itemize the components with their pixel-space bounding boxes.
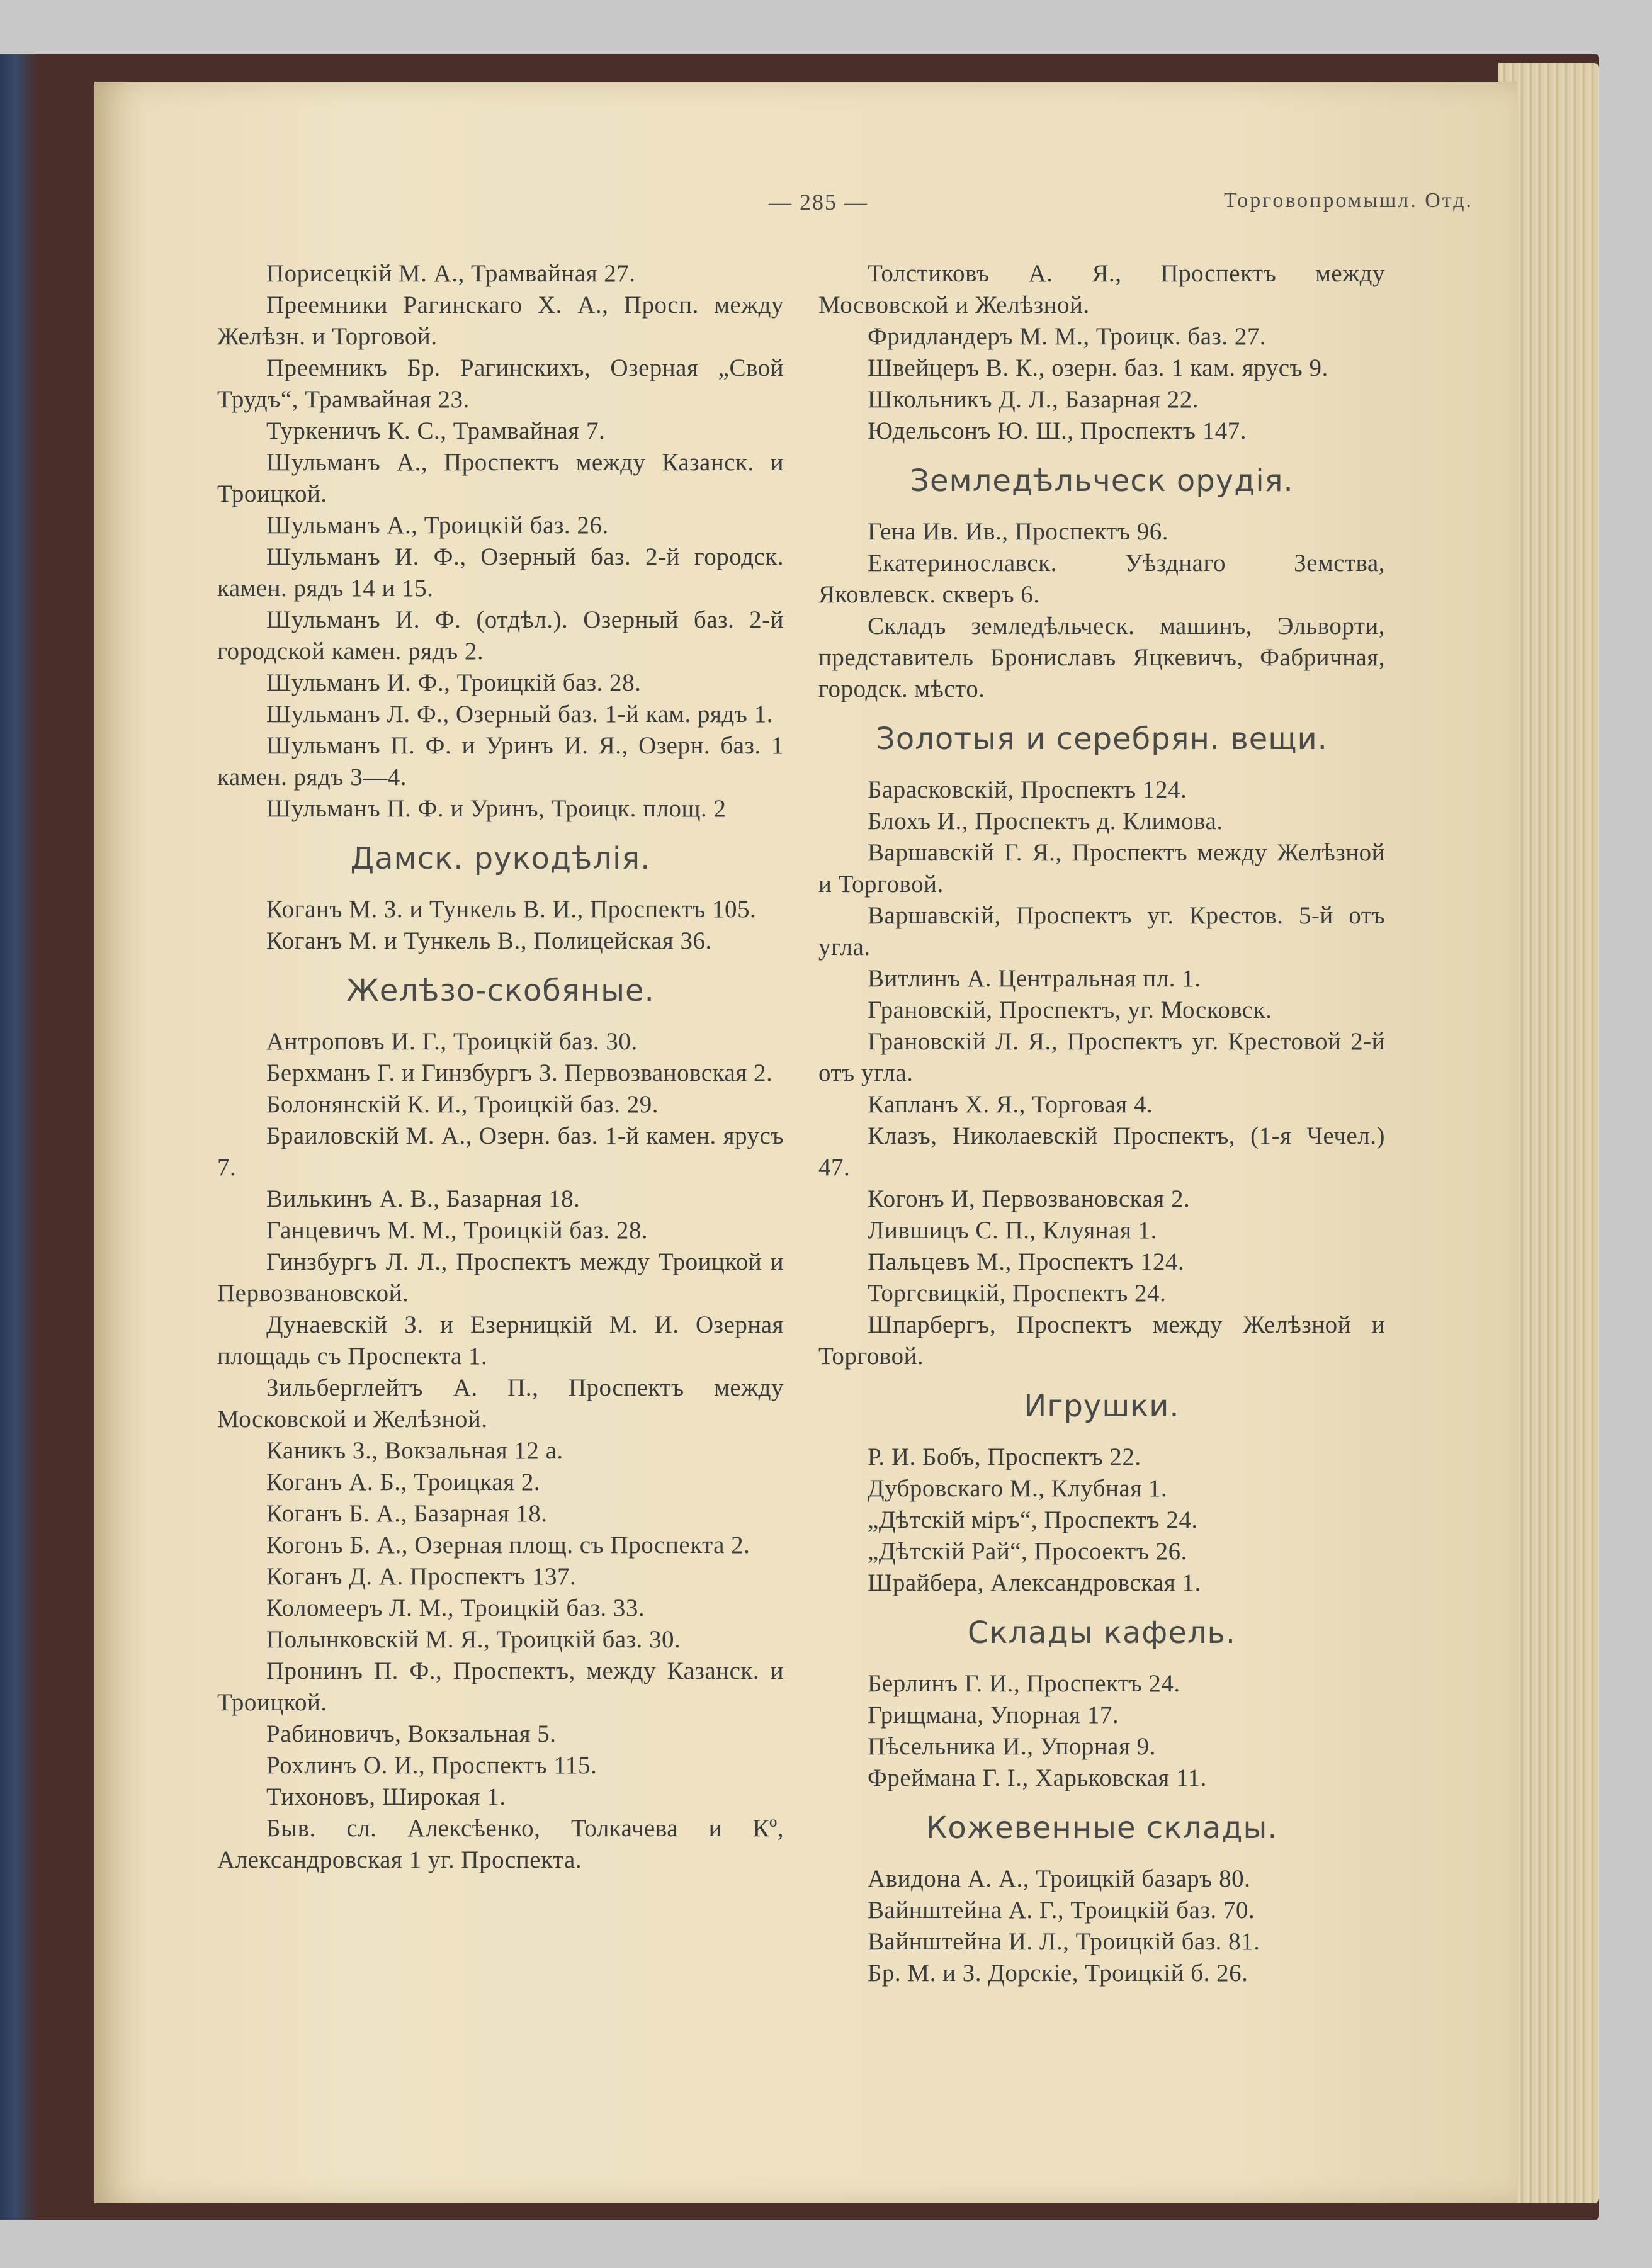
directory-entry: Школьникъ Д. Л., Базарная 22. (868, 386, 1199, 413)
directory-entry: Фреймана Г. І., Харьковская 11. (868, 1764, 1207, 1791)
directory-entry: Барасковскій, Проспектъ 124. (868, 776, 1187, 803)
directory-entry: Болонянскій К. И., Троицкій баз. 29. (266, 1091, 659, 1118)
directory-entry: Коломееръ Л. М., Троицкій баз. 33. (266, 1594, 645, 1622)
directory-entry: Вилькинъ А. В., Базарная 18. (266, 1185, 580, 1212)
directory-entry: Коганъ Д. А. Проспектъ 137. (266, 1563, 577, 1590)
directory-entry: Толстиковъ А. Я., Проспектъ между Мосвовской и Желѣзной. (818, 260, 1385, 319)
directory-entry: Браиловскій М. А., Озерн. баз. 1-й камен. ярусъ 7. (217, 1122, 784, 1181)
directory-entry: Берхманъ Г. и Гинзбургъ З. Первозвановская 2. (266, 1059, 773, 1086)
directory-entry: Грановскій Л. Я., Проспектъ уг. Крестовой 2-й отъ угла. (818, 1028, 1385, 1086)
left-column (217, 258, 784, 1876)
directory-entry: Шульманъ П. Ф. и Уринъ И. Я., Озерн. баз. 1 камен. рядъ 3—4. (217, 732, 784, 791)
directory-entry: Ганцевичъ М. М., Троицкій баз. 28. (266, 1217, 648, 1244)
directory-entry: Витлинъ А. Центральная пл. 1. (868, 965, 1201, 992)
directory-entry: „Дѣтскій Рай“, Просоектъ 26. (868, 1538, 1187, 1565)
directory-entry: Каникъ З., Вокзальная 12 а. (266, 1437, 563, 1464)
directory-entry: Капланъ Х. Я., Торговая 4. (868, 1091, 1153, 1118)
directory-entry: Вайнштейна И. Л., Троицкій баз. 81. (868, 1928, 1260, 1955)
directory-entry: „Дѣтскій міръ“, Проспектъ 24. (868, 1506, 1198, 1533)
directory-entry: Швейцеръ В. К., озерн. баз. 1 кам. ярусъ 9. (868, 354, 1328, 381)
directory-entry: Варшавскій Г. Я., Проспектъ между Желѣзной и Торговой. (818, 839, 1385, 898)
directory-entry: Бр. М. и З. Дорскіе, Троицкій б. 26. (868, 1960, 1248, 1987)
directory-entry: Преемникъ Бр. Рагинскихъ, Озерная „Свой Трудъ“, Трамвайная 23. (217, 354, 784, 413)
directory-entry: Шульманъ Л. Ф., Озерный баз. 1-й кам. рядъ 1. (266, 701, 773, 728)
directory-entry: Торгсвицкій, Проспектъ 24. (868, 1280, 1167, 1307)
directory-entry: Шульманъ И. Ф., Озерный баз. 2-й городск. камен. рядъ 14 и 15. (217, 543, 784, 602)
directory-entry: Складъ земледѣльческ. машинъ, Эльворти, представитель Брониславъ Яцкевичъ, Фабричная, городск. мѣсто. (818, 612, 1385, 702)
directory-entry: Фридландеръ М. М., Троицк. баз. 27. (868, 323, 1267, 350)
directory-entry: Преемники Рагинскаго Х. А., Просп. между Желѣзн. и Торговой. (217, 291, 784, 350)
section-heading: Игрушки. (1024, 1389, 1180, 1424)
directory-entry: Полынковскій М. Я., Троицкій баз. 30. (266, 1626, 681, 1653)
book-spine (0, 54, 38, 2220)
directory-entry: Шульманъ А., Проспектъ между Казанск. и Троицкой. (217, 449, 784, 507)
directory-entry: Рабиновичъ, Вокзальная 5. (266, 1720, 557, 1747)
directory-entry: Гена Ив. Ив., Проспектъ 96. (868, 518, 1168, 545)
directory-entry: Шульманъ А., Троицкій баз. 26. (266, 512, 609, 539)
directory-entry: Екатеринославск. Уѣзднаго Земства, Яковлевск. скверъ 6. (818, 550, 1385, 608)
directory-entry: Варшавскій, Проспектъ уг. Крестов. 5-й отъ угла. (818, 902, 1385, 961)
directory-entry: Шульманъ И. Ф., Троицкій баз. 28. (266, 669, 642, 696)
directory-entry: Туркеничъ К. С., Трамвайная 7. (266, 417, 606, 444)
directory-entry: Берлинъ Г. И., Проспектъ 24. (868, 1670, 1180, 1697)
directory-entry: Рохлинъ О. И., Проспектъ 115. (266, 1752, 597, 1779)
directory-entry: Гинзбургъ Л. Л., Проспектъ между Троицкой и Первозвановской. (217, 1248, 784, 1307)
directory-entry: Пальцевъ М., Проспектъ 124. (868, 1248, 1185, 1275)
directory-entry: Когонъ И, Первозвановская 2. (868, 1185, 1191, 1212)
directory-entry: Антроповъ И. Г., Троицкій баз. 30. (266, 1028, 638, 1055)
directory-entry: Коганъ А. Б., Троицкая 2. (266, 1469, 541, 1496)
directory-entry: Блохъ И., Проспектъ д. Климова. (868, 808, 1223, 835)
section-heading: Золотыя и серебрян. вещи. (876, 721, 1328, 757)
directory-entry: Пронинъ П. Ф., Проспектъ, между Казанск. и Троицкой. (217, 1657, 784, 1716)
running-head: Торговопромышл. Отд. (1224, 189, 1473, 212)
directory-entry: Коганъ Б. А., Базарная 18. (266, 1500, 548, 1527)
directory-entry: Клазъ, Николаевскій Проспектъ, (1-я Чечел.) 47. (818, 1122, 1385, 1181)
section-heading: Дамск. рукодѣлія. (350, 841, 651, 876)
directory-entry: Зильберглейтъ А. П., Проспектъ между Московской и Желѣзной. (217, 1374, 784, 1433)
directory-entry: Авидона А. А., Троицкій базаръ 80. (868, 1865, 1251, 1892)
directory-entry: Пѣсельника И., Упорная 9. (868, 1733, 1156, 1760)
directory-entry: Быв. сл. Алексѣенко, Толкачева и Кº, Александровская 1 уг. Проспекта. (217, 1815, 784, 1873)
directory-entry: Лившицъ С. П., Клуяная 1. (868, 1217, 1157, 1244)
directory-entry: Шульманъ И. Ф. (отдѣл.). Озерный баз. 2-й городской камен. рядъ 2. (217, 606, 784, 665)
page-number: — 285 — (769, 189, 868, 215)
directory-entry: Дунаевскій З. и Езерницкій М. И. Озерная площадь съ Проспекта 1. (217, 1311, 784, 1370)
right-column (818, 258, 1385, 1989)
directory-entry: Когонъ Б. А., Озерная площ. съ Проспекта 2. (266, 1532, 750, 1559)
directory-entry: Шульманъ П. Ф. и Уринъ, Троицк. площ. 2 (266, 795, 727, 822)
directory-entry: Грановскій, Проспектъ, уг. Московск. (868, 996, 1272, 1024)
directory-entry: Р. И. Бобъ, Проспектъ 22. (868, 1443, 1141, 1470)
directory-entry: Коганъ М. и Тункель В., Полицейская 36. (266, 927, 712, 954)
section-heading: Желѣзо-скобяные. (346, 973, 655, 1008)
directory-entry: Коганъ М. З. и Тункель В. И., Проспектъ 105. (266, 896, 757, 923)
section-heading: Земледѣльческ орудія. (910, 463, 1294, 499)
section-heading: Кожевенные склады. (925, 1810, 1278, 1846)
page-header (94, 189, 1517, 227)
directory-entry: Порисецкій М. А., Трамвайная 27. (266, 260, 636, 287)
scanned-page (94, 82, 1517, 2203)
directory-entry: Юдельсонъ Ю. Ш., Проспектъ 147. (868, 417, 1247, 444)
directory-entry: Вайнштейна А. Г., Троицкій баз. 70. (868, 1897, 1255, 1924)
directory-entry: Грищмана, Упорная 17. (868, 1701, 1119, 1729)
section-heading: Склады кафель. (967, 1615, 1236, 1650)
directory-entry: Шпарбергъ, Проспектъ между Желѣзной и Торговой. (818, 1311, 1385, 1370)
directory-entry: Дубровскаго М., Клубная 1. (868, 1475, 1168, 1502)
directory-entry: Шрайбера, Александровская 1. (868, 1569, 1201, 1596)
directory-entry: Тихоновъ, Широкая 1. (266, 1783, 506, 1810)
